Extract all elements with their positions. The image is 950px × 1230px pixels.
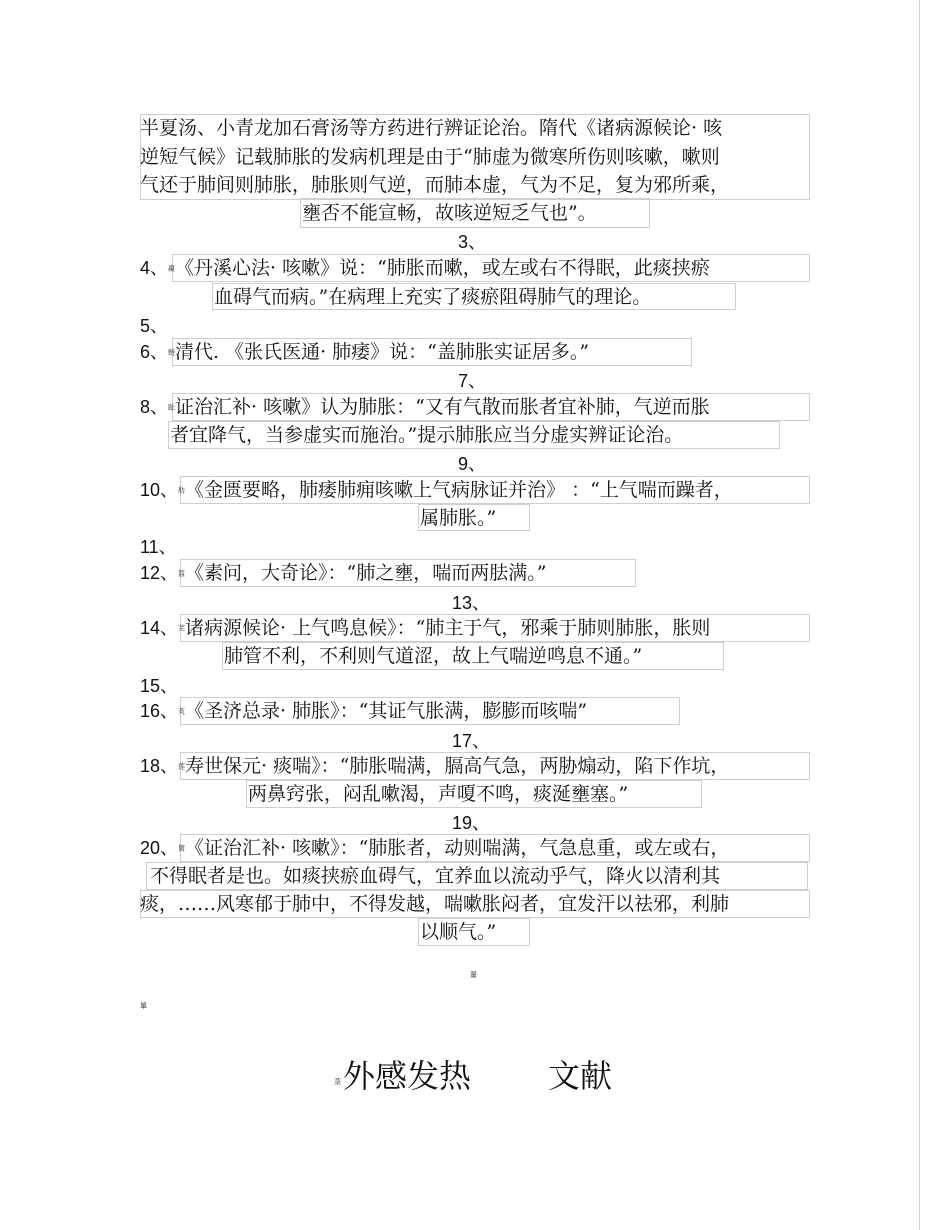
intro-line-3: 气还于肺间则肺胀，肺胀则气逆，而肺本虚，气为不足，复为邪所乘， [140,174,730,196]
entry-line: 两鼻窍张，闷乱嗽渴，声嗄不鸣，痰涎壅塞。” [248,783,629,805]
entry-line: 《素问，大奇论》：“肺之壅，喘而两胠满。” [185,562,547,584]
entry-line: 肺管不利，不利则气道涩，故上气喘逆鸣息不通。” [224,645,643,667]
separator-number: 5、 [140,316,169,336]
entry-20 [140,836,729,860]
entry-8 [140,395,710,419]
entry-line: 不得眠者是也。如痰挟瘀血碍气，宜养血以流动乎气，降火以清利其 [150,865,721,887]
entry-line: 证治汇补· 咳嗽》认为肺胀：“又有气散而胀者宜补肺，气逆而胀 [175,396,710,418]
entry-line: 《丹溪心法· 咳嗽》说：“肺胀而嗽，或左或右不得眠，此痰挟瘀 [175,257,710,279]
entry-line: 《证治汇补· 咳嗽》：“肺胀者，动则喘满，气急息重，或左或右， [185,837,730,859]
entry-number: 4、 [140,258,169,278]
glyph-mark: 莲 [178,762,186,771]
glyph-mark: 鲢 [168,348,176,357]
glyph-mark: 舫 [178,486,186,495]
page-edge [919,0,920,1230]
separator-number: 3、 [458,232,487,252]
glyph-mark: 罼 [140,1002,147,1010]
entry-4 [140,256,710,280]
entry-number: 12、 [140,563,179,583]
separator-number: 17、 [452,731,491,751]
entry-line: 寿世保元· 痰喘》：“肺胀喘满，膈高气急，两胁煽动，陷下作坑， [185,755,730,777]
entry-line: 《圣济总录· 肺胀》：“其证气胀满，膨膨而咳喘” [185,700,588,722]
entry-12 [140,561,546,585]
entry-14 [140,616,710,640]
entry-number: 14、 [140,618,179,638]
entry-6 [140,340,589,364]
glyph-mark: 趾 [168,403,176,412]
entry-line: 痰，……风寒郁于肺中，不得发越，喘嗽胀闷者，宜发汗以祛邪，利肺 [140,893,730,915]
separator-number: 9、 [458,454,487,474]
glyph-mark: 篮 [178,569,186,578]
glyph-mark: 芄 [178,707,186,716]
intro-line-1: 半夏汤、小青龙加石膏汤等方药进行辨证论治。隋代《诸病源候论· 咳 [140,117,723,139]
entry-number: 16、 [140,701,179,721]
entry-line: 《金匮要略，肺痿肺痈咳嗽上气病脉证并治》 ：“上气喘而躁者， [185,479,733,501]
glyph-mark: 羸 [168,264,176,273]
intro-line-2: 逆短气候》记载肺胀的发病机理是由于“肺虚为微寒所伤则咳嗽，嗽则 [140,146,720,168]
glyph-mark: 芜 [178,624,186,633]
separator-number: 11、 [140,537,177,557]
entry-number: 20、 [140,838,179,858]
entry-10 [140,478,733,502]
glyph-mark: 菉 [334,1078,341,1086]
glyph-mark: 罿 [470,971,477,979]
entry-line: 血碍气而病。”在病理上充实了痰瘀阻碍肺气的理论。 [214,286,652,308]
glyph-mark: 箇 [178,844,186,853]
entry-line: 者宜降气，当参虚实而施治。”提示肺胀应当分虚实辨证论治。 [170,424,684,446]
section-heading-part-1: 外感发热 [343,1057,472,1095]
entry-number: 8、 [140,397,169,417]
separator-number: 13、 [452,593,491,613]
entry-line: 以顺气。” [420,921,497,943]
entry-line: 诸病源候论· 上气鸣息候》：“肺主于气，邪乘于肺则肺胀，胀则 [185,617,711,639]
entry-18 [140,754,729,778]
intro-line-4: 壅否不能宣畅，故咳逆短乏气也”。 [302,202,597,224]
entry-number: 10、 [140,480,179,500]
entry-number: 6、 [140,342,169,362]
separator-number: 15、 [140,676,179,696]
section-heading-part-2: 文献 [548,1057,613,1095]
separator-number: 19、 [452,813,491,833]
entry-number: 18、 [140,756,179,776]
entry-line: 清代. 《张氏医通· 肺痿》说：“盖肺胀实证居多。” [175,341,590,363]
entry-line: 属肺胀。” [420,507,497,529]
entry-16 [140,699,587,723]
separator-number: 7、 [458,371,487,391]
